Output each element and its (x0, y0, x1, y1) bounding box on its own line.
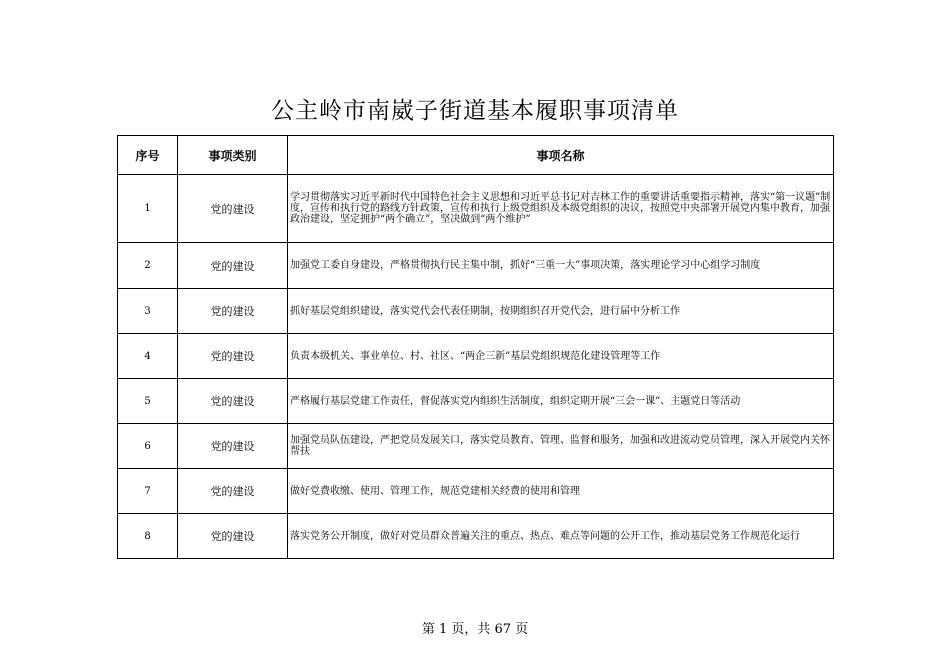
page-title: 公主岭市南崴子街道基本履职事项清单 (271, 98, 679, 124)
row-serial-no: 1 (118, 175, 178, 243)
row-serial-no: 3 (118, 289, 178, 334)
row-category: 党的建设 (178, 469, 288, 514)
row-serial-no: 4 (118, 334, 178, 379)
row-category: 党的建设 (178, 379, 288, 424)
duty-table (117, 135, 834, 559)
table-header-row (118, 136, 834, 175)
row-category: 党的建设 (178, 289, 288, 334)
table-row (118, 289, 834, 334)
row-category: 党的建设 (178, 334, 288, 379)
row-item-name: 学习贯彻落实习近平新时代中国特色社会主义思想和习近平总书记对吉林工作的重要讲话重要指示精神，落实“第一议题”制度，宣传和执行党的路线方针政策，宣传和执行上级党组织及本级党组织的决议，按照党中央部署开展党内集中教育，加强政治建设，坚定拥护“两个确立”，坚决做到“两个维护” (288, 175, 834, 243)
row-serial-no: 2 (118, 243, 178, 289)
header-serial-no: 序号 (118, 136, 178, 175)
row-serial-no: 7 (118, 469, 178, 514)
table-row (118, 334, 834, 379)
page-footer: 第 1 页，共 67 页 (421, 622, 529, 637)
row-item-name: 严格履行基层党建工作责任，督促落实党内组织生活制度，组织定期开展“三会一课”、主题党日等活动 (288, 379, 834, 424)
row-item-name: 落实党务公开制度，做好对党员群众普遍关注的重点、热点、难点等问题的公开工作，推动基层党务工作规范化运行 (288, 514, 834, 559)
row-item-name: 加强党员队伍建设，严把党员发展关口，落实党员教育、管理、监督和服务，加强和改进流动党员管理，深入开展党内关怀帮扶 (288, 424, 834, 469)
row-category: 党的建设 (178, 175, 288, 243)
row-category: 党的建设 (178, 243, 288, 289)
table-row (118, 379, 834, 424)
header-category: 事项类别 (178, 136, 288, 175)
table-row (118, 514, 834, 559)
row-item-name: 负责本级机关、事业单位、村、社区、“两企三新”基层党组织规范化建设管理等工作 (288, 334, 834, 379)
table-row (118, 175, 834, 243)
row-item-name: 做好党费收缴、使用、管理工作，规范党建相关经费的使用和管理 (288, 469, 834, 514)
row-category: 党的建设 (178, 424, 288, 469)
row-serial-no: 8 (118, 514, 178, 559)
table-row (118, 469, 834, 514)
row-item-name: 加强党工委自身建设，严格贯彻执行民主集中制，抓好“三重一大”事项决策，落实理论学习中心组学习制度 (288, 243, 834, 289)
row-category: 党的建设 (178, 514, 288, 559)
header-item-name: 事项名称 (288, 136, 834, 175)
row-serial-no: 6 (118, 424, 178, 469)
table-row (118, 243, 834, 289)
row-serial-no: 5 (118, 379, 178, 424)
table-row (118, 424, 834, 469)
row-item-name: 抓好基层党组织建设，落实党代会代表任期制，按期组织召开党代会，进行届中分析工作 (288, 289, 834, 334)
